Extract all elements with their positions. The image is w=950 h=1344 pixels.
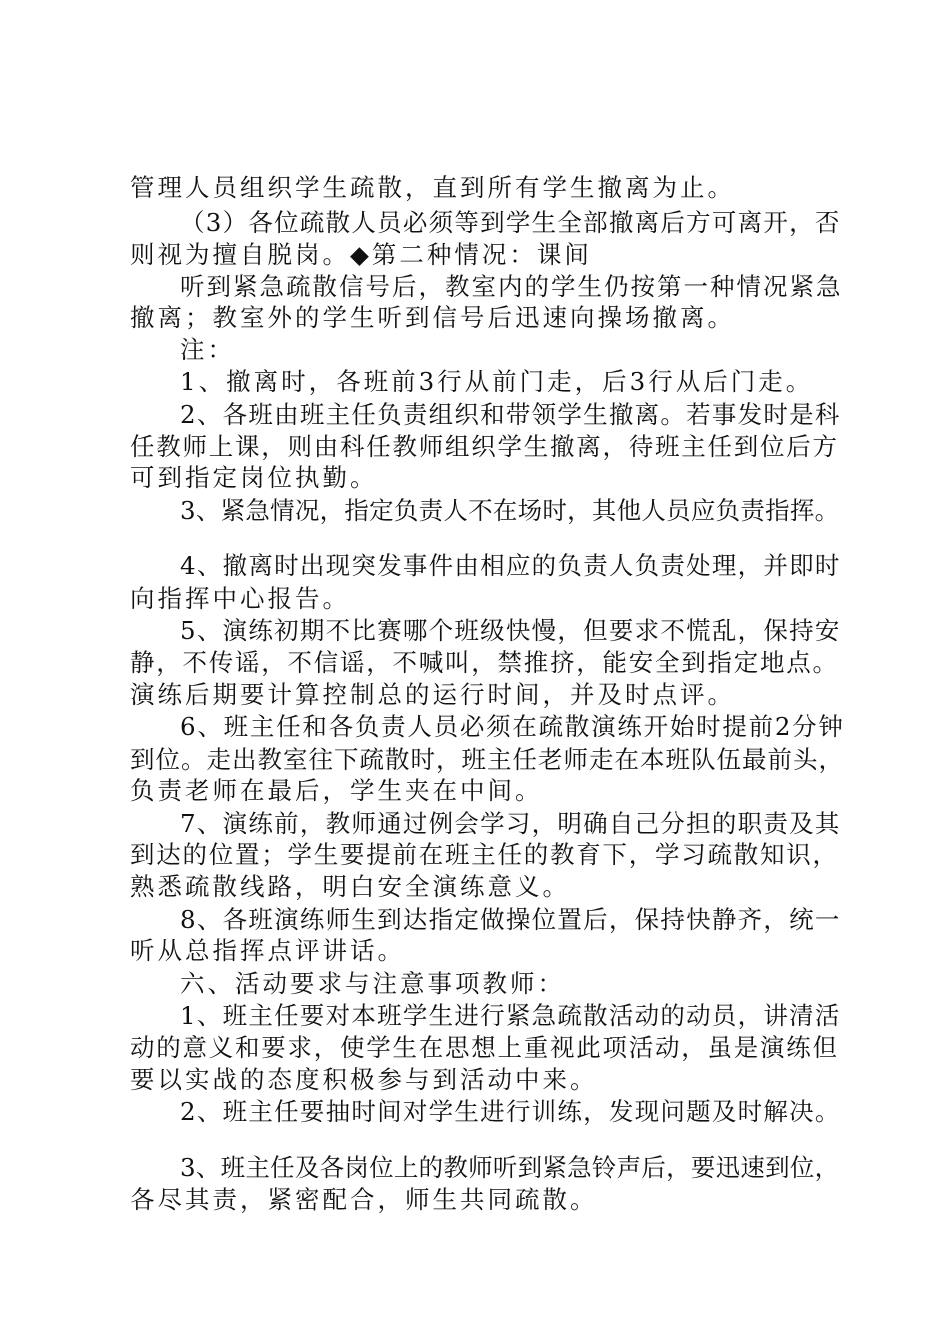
text-line: 负责老师在最后，学生夹在中间。 [130, 776, 543, 805]
text-line: 动的意义和要求，使学生在思想上重视此项活动，虽是演练但 [130, 1033, 839, 1062]
text-line: 6、班主任和各负责人员必须在疏散演练开始时提前2分钟 [180, 712, 845, 741]
text-line: 1、班主任要对本班学生进行紧急疏散活动的动员，讲清活 [180, 1001, 841, 1030]
text-line: 撤离；教室外的学生听到信号后迅速向操场撤离。 [130, 303, 735, 332]
text-line: 各尽其责，紧密配合，师生共同疏散。 [130, 1185, 598, 1214]
text-line: 熟悉疏散线路，明白安全演练意义。 [130, 872, 570, 901]
text-line: 听从总指挥点评讲话。 [130, 936, 405, 965]
text-line: 8、各班演练师生到达指定做操位置后，保持快静齐，统一 [180, 905, 841, 934]
text-line: 注： [180, 335, 235, 364]
text-line: 1、撤离时，各班前3行从前门走，后3行从后门走。 [180, 367, 814, 396]
text-line: 听到紧急疏散信号后，教室内的学生仍按第一种情况紧急 [180, 272, 843, 301]
text-line: 3、紧急情况，指定负责人不在场时，其他人员应负责指挥。 [180, 496, 840, 525]
text-line: （3）各位疏散人员必须等到学生全部撤离后方可离开，否 [180, 208, 841, 237]
text-line: 7、演练前，教师通过例会学习，明确自己分担的职责及其 [180, 809, 841, 838]
text-line: 任教师上课，则由科任教师组织学生撤离，待班主任到位后方 [130, 432, 839, 461]
text-line: 静，不传谣，不信谣，不喊叫，禁推挤，能安全到指定地点。 [130, 648, 839, 677]
text-line: 演练后期要计算控制总的运行时间，并及时点评。 [130, 680, 735, 709]
text-line: 2、班主任要抽时间对学生进行训练，发现问题及时解决。 [180, 1097, 841, 1126]
text-line: 向指挥中心报告。 [130, 584, 350, 613]
text-line: 4、撤离时出现突发事件由相应的负责人负责处理，并即时 [180, 551, 841, 580]
text-line: 到位。走出教室往下疏散时，班主任老师走在本班队伍最前头， [130, 745, 844, 774]
text-line: 3、班主任及各岗位上的教师听到紧急铃声后，要迅速到位， [180, 1153, 840, 1182]
text-line: 可到指定岗位执勤。 [130, 463, 378, 492]
text-line: 要以实战的态度积极参与到活动中来。 [130, 1065, 598, 1094]
text-line: 2、各班由班主任负责组织和带领学生撤离。若事发时是科 [180, 400, 841, 429]
text-line: 六、活动要求与注意事项教师： [180, 969, 565, 998]
text-line: 管理人员组织学生疏散，直到所有学生撤离为止。 [130, 173, 735, 202]
text-line: 5、演练初期不比赛哪个班级快慢，但要求不慌乱，保持安 [180, 616, 841, 645]
text-line: 到达的位置；学生要提前在班主任的教育下，学习疏散知识， [130, 840, 839, 869]
text-line: 则视为擅自脱岗。◆第二种情况：课间 [130, 240, 592, 269]
